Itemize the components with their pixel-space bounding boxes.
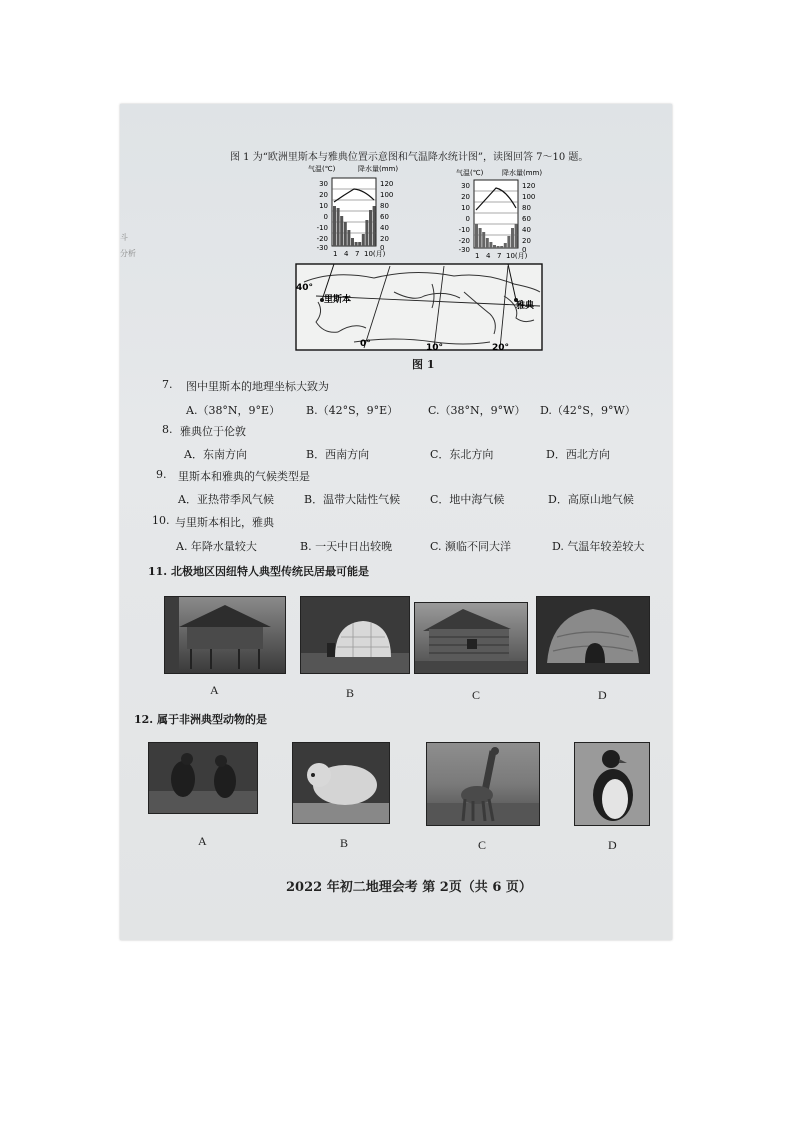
- right-tick: 0: [380, 244, 385, 252]
- question-number: 9.: [156, 468, 167, 481]
- month-tick: 7: [355, 250, 360, 258]
- left-tick: 20: [461, 193, 470, 201]
- right-tick: 80: [522, 204, 531, 212]
- right-tick: 0: [522, 246, 527, 254]
- stilt-house-photo: [164, 596, 286, 674]
- climate-chart-lisbon: [300, 162, 420, 258]
- temp-label: 气温(℃): [456, 169, 484, 177]
- right-tick: 60: [380, 213, 389, 221]
- month-tick: 1: [333, 250, 338, 258]
- option-b: B．西南方向: [306, 448, 370, 461]
- month-tick: 4: [486, 252, 491, 260]
- month-tick: 10(月): [364, 250, 386, 258]
- left-tick: -20: [316, 235, 328, 243]
- page-footer: 2022 年初二地理会考 第 2页（共 6 页）: [286, 880, 532, 895]
- left-tick: 30: [319, 180, 328, 188]
- q11-label-d: D: [598, 688, 607, 702]
- month-tick: 10(月): [506, 252, 528, 260]
- month-tick: 4: [344, 250, 349, 258]
- q12-label-a: A: [198, 834, 207, 848]
- option-d: D．高原山地气候: [548, 493, 634, 506]
- question-11-stem: 11. 北极地区因纽特人典型传统民居最可能是: [148, 565, 369, 578]
- intro-text: 图 1 为“欧洲里斯本与雅典位置示意图和气温降水统计图”，读图回答 7～10 题。: [230, 152, 589, 163]
- q11-label-b: B: [346, 686, 355, 700]
- right-tick: 120: [380, 180, 394, 188]
- option-c: C.（38°N，9°W）: [428, 404, 526, 417]
- q12-label-b: B: [340, 836, 349, 850]
- left-tick: 30: [461, 182, 470, 190]
- option-d: D．西北方向: [546, 448, 610, 461]
- option-a: A. 年降水量较大: [176, 540, 257, 553]
- q11-label-a: A: [210, 683, 219, 697]
- q11-label-c: C: [472, 688, 481, 702]
- question-stem: 图中里斯本的地理坐标大致为: [186, 380, 329, 393]
- option-a: A．亚热带季风气候: [178, 493, 274, 506]
- month-tick: 7: [497, 252, 502, 260]
- figure-caption: 图 1: [412, 358, 435, 371]
- q12-label-c: C: [478, 838, 487, 852]
- left-tick: -20: [458, 237, 470, 245]
- month-tick: 1: [475, 252, 480, 260]
- penguin-photo: [574, 742, 650, 826]
- option-a: A.（38°N，9°E）: [186, 404, 281, 417]
- lon-label: 20°: [492, 343, 510, 353]
- left-tick: 0: [465, 215, 470, 223]
- right-tick: 20: [522, 237, 531, 245]
- right-tick: 20: [380, 235, 389, 243]
- option-b: B. 一天中日出较晚: [300, 540, 393, 553]
- precip-label: 降水量(mm): [502, 169, 543, 177]
- option-d: D. 气温年较差较大: [552, 540, 645, 553]
- question-12-stem: 12. 属于非洲典型动物的是: [134, 713, 267, 726]
- option-a: A．东南方向: [184, 448, 247, 461]
- left-tick: -10: [458, 226, 470, 234]
- margin-mark: 分析: [120, 249, 136, 258]
- right-tick: 40: [380, 224, 389, 232]
- question-number: 7.: [162, 378, 173, 391]
- left-tick: -30: [458, 246, 470, 254]
- lat-label: 40°: [296, 283, 314, 293]
- question-stem: 雅典位于伦敦: [180, 425, 246, 438]
- left-tick: -30: [316, 244, 328, 252]
- lisbon-label: 里斯本: [324, 295, 352, 305]
- option-b: B．温带大陆性气候: [304, 493, 401, 506]
- option-d: D.（42°S，9°W）: [540, 404, 636, 417]
- question-number: 8.: [162, 423, 173, 436]
- europe-map: [294, 262, 544, 354]
- giraffe-photo: [426, 742, 540, 826]
- log-cabin-photo: [414, 602, 528, 674]
- right-tick: 80: [380, 202, 389, 210]
- option-c: C. 濒临不同大洋: [430, 540, 512, 553]
- right-tick: 120: [522, 182, 536, 190]
- igloo-photo: [300, 596, 410, 674]
- athens-label: 雅典: [516, 301, 535, 311]
- left-tick: 10: [319, 202, 328, 210]
- option-c: C．地中海气候: [430, 493, 505, 506]
- grass-hut-photo: [536, 596, 650, 674]
- margin-mark: 斗: [120, 233, 128, 242]
- right-tick: 60: [522, 215, 531, 223]
- left-tick: 0: [323, 213, 328, 221]
- right-tick: 100: [380, 191, 394, 199]
- left-tick: 20: [319, 191, 328, 199]
- question-stem: 与里斯本相比，雅典: [175, 516, 274, 529]
- left-tick: -10: [316, 224, 328, 232]
- option-b: B.（42°S，9°E）: [306, 404, 399, 417]
- option-c: C．东北方向: [430, 448, 494, 461]
- right-tick: 100: [522, 193, 536, 201]
- precip-label: 降水量(mm): [358, 165, 399, 173]
- right-tick: 40: [522, 226, 531, 234]
- q12-label-d: D: [608, 838, 617, 852]
- temp-label: 气温(℃): [308, 165, 336, 173]
- question-stem: 里斯本和雅典的气候类型是: [178, 470, 310, 483]
- climate-chart-athens: [440, 166, 560, 262]
- polar-bear-photo: [292, 742, 390, 824]
- question-number: 10.: [152, 514, 170, 527]
- lon-label: 0°: [360, 339, 371, 349]
- lon-label: 10°: [426, 343, 444, 353]
- left-tick: 10: [461, 204, 470, 212]
- kangaroo-photo: [148, 742, 258, 814]
